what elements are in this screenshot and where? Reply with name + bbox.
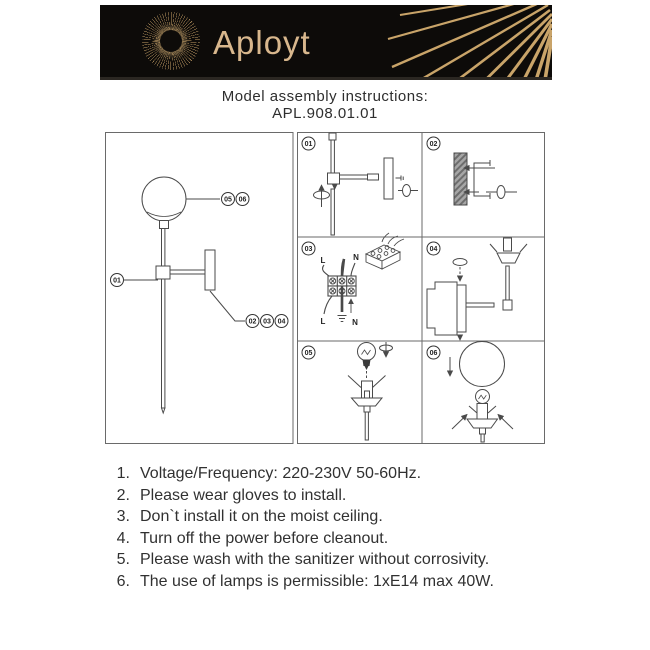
callout-badge: 05 — [224, 196, 232, 204]
light-bulb-icon — [476, 390, 490, 404]
step-badge-03: 03 — [304, 245, 313, 253]
lamp-rod-tip — [162, 408, 165, 413]
callout-line-bracket — [210, 291, 245, 321]
list-item — [108, 528, 568, 550]
list-item-number: 5. — [116, 551, 130, 569]
lamp-rod — [365, 412, 368, 440]
page-title: Model assembly instructions: — [221, 88, 429, 105]
callout-badge: 02 — [248, 318, 257, 326]
list-item-text: Turn off the power before cleanout. — [140, 529, 389, 547]
holder-flare — [352, 398, 383, 406]
list-item-number: 1. — [116, 465, 130, 482]
brand-name: Aployt — [213, 23, 311, 61]
arm-elbow — [503, 300, 512, 310]
terminal-block-3d — [366, 233, 404, 269]
list-item-text: Please wash with the sanitizer without corrosivity. — [140, 551, 490, 569]
screw-head-icon — [453, 259, 467, 266]
step-panel-02 — [454, 153, 517, 205]
list-item-number: 4. — [116, 529, 130, 547]
screw-head-icon — [403, 185, 411, 197]
step-panel-03 — [320, 233, 404, 322]
glass-globe — [460, 342, 505, 387]
list-item-text: Please wear gloves to install. — [140, 486, 347, 504]
lamp-rod — [162, 228, 165, 408]
callout-badge: 01 — [113, 277, 121, 285]
wire-label-live-top: L — [320, 256, 326, 265]
light-bulb-icon — [358, 343, 376, 361]
neutral-wire — [351, 263, 355, 276]
rod-upper — [331, 140, 334, 173]
wire-label-neutral-bottom: N — [352, 318, 358, 327]
live-wire-bottom — [324, 296, 332, 314]
overview-panel-frame — [106, 133, 294, 444]
wall-box — [427, 282, 457, 335]
socket-holder — [490, 238, 527, 263]
assembly-diagram — [105, 132, 545, 444]
callout-badge: 06 — [238, 196, 247, 204]
bulb-base — [363, 360, 371, 371]
list-item — [108, 506, 568, 528]
globe-neck — [160, 221, 169, 229]
lamp-socket — [477, 404, 488, 420]
step-badge-04: 04 — [429, 245, 438, 253]
rod-cap — [329, 133, 336, 140]
step-panel-01 — [314, 133, 419, 235]
screw-head-icon — [497, 186, 505, 199]
wire-label-live-bottom: L — [320, 317, 326, 326]
brand-banner — [100, 5, 552, 80]
holder-neck — [480, 428, 486, 434]
lamp-arm — [466, 303, 494, 307]
list-item — [108, 485, 568, 507]
list-item — [108, 549, 568, 571]
list-item-number: 6. — [116, 572, 130, 590]
wire-label-neutral-top: N — [353, 253, 359, 262]
holder-prong — [348, 376, 361, 388]
wall-plate — [205, 250, 215, 290]
list-item-number: 2. — [116, 486, 130, 504]
model-number: APL.908.01.01 — [272, 104, 378, 122]
mounting-bracket — [474, 160, 490, 199]
rod-junction — [156, 266, 170, 279]
rod-lower — [331, 189, 334, 235]
holder-prong — [488, 406, 496, 413]
step-panel-05 — [348, 342, 393, 440]
holder-prong — [373, 376, 386, 388]
banner-bottom-strip — [100, 77, 552, 80]
step-badge-02: 02 — [429, 140, 438, 148]
live-wire — [323, 265, 329, 276]
glass-globe — [142, 177, 186, 221]
fit-arrow — [498, 415, 513, 430]
wall-plate — [457, 285, 466, 332]
holder-flare — [467, 419, 498, 428]
list-item-text: Voltage/Frequency: 220-230V 50-60Hz. — [140, 465, 422, 482]
lamp-arm — [340, 175, 368, 179]
rod-junction — [328, 173, 340, 184]
step-badge-05: 05 — [304, 349, 313, 357]
decorative-rays — [100, 5, 552, 80]
step-panel-06 — [450, 342, 513, 443]
callout-badge: 04 — [277, 318, 286, 326]
lamp-arm — [170, 270, 205, 274]
step-panel-04 — [427, 238, 527, 340]
list-item — [108, 463, 568, 485]
list-item-text: The use of lamps is permissible: 1xE14 max 40W. — [140, 572, 494, 590]
ground-symbol — [338, 316, 347, 322]
step-badge-06: 06 — [429, 349, 438, 357]
wall-surface — [454, 153, 467, 205]
list-item-text: Don`t install it on the moist ceiling. — [140, 508, 383, 526]
lamp-overview-panel — [111, 177, 289, 413]
holder-neck — [364, 406, 370, 412]
fit-arrow — [452, 415, 467, 430]
list-item-number: 3. — [116, 508, 130, 526]
screw-icon — [396, 176, 404, 181]
holder-prong — [469, 406, 477, 413]
lamp-rod — [506, 266, 509, 300]
callout-badge: 03 — [263, 318, 271, 326]
safety-instructions-list — [108, 463, 568, 593]
list-item — [108, 571, 568, 593]
step-badge-01: 01 — [304, 140, 313, 148]
wall-plate — [384, 158, 393, 199]
arm-connector — [368, 174, 379, 180]
rod-stub — [481, 434, 484, 442]
